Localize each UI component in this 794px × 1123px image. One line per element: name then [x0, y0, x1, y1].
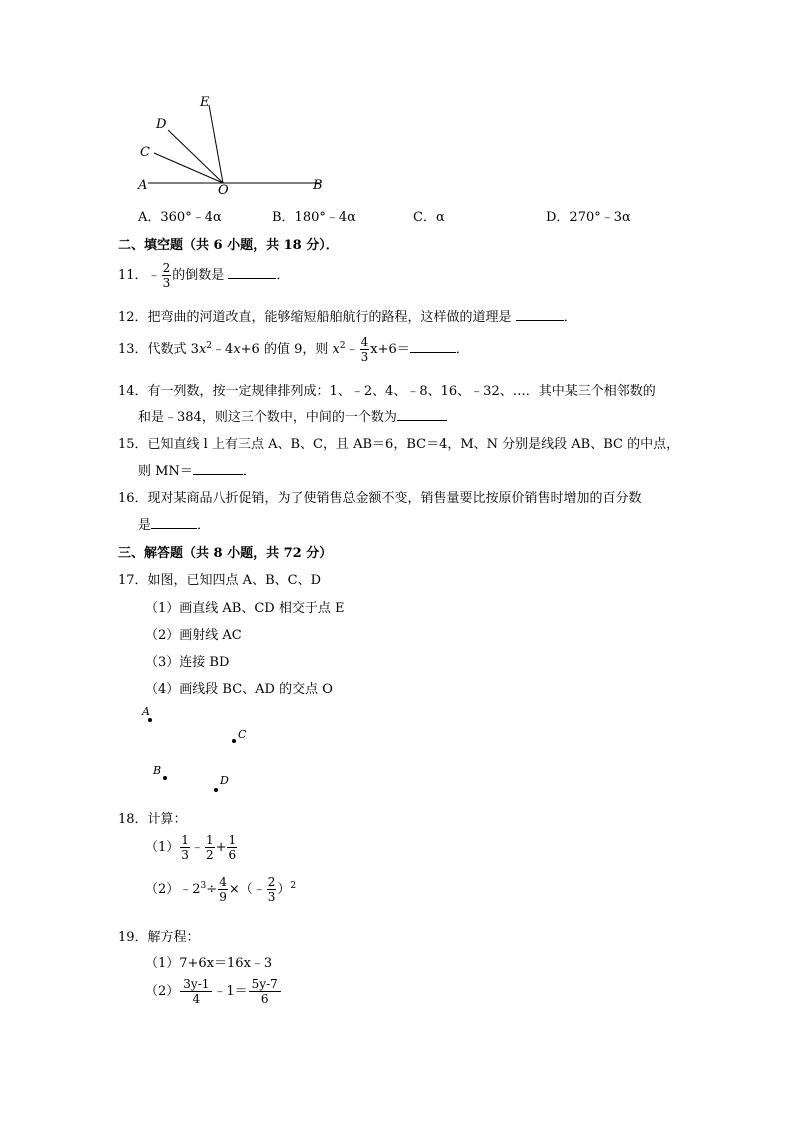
q16-end: ． — [197, 518, 211, 533]
points-figure — [135, 700, 255, 800]
point-C-label: C — [238, 728, 247, 741]
q11-text: 的倒数是 — [172, 268, 225, 283]
q16-line2 — [138, 514, 210, 533]
q13-var-x1: x — [198, 342, 207, 357]
q17-item-4: （4）画线段 BC、AD 的交点 O — [145, 682, 333, 697]
q18-p1-f1-den: 3 — [181, 848, 189, 862]
point-A-label: A — [142, 705, 150, 718]
q16-line1: 16．现对某商品八折促销，为了使销售总金额不变，销售量要比按原价销售时增加的百分数 — [118, 491, 642, 506]
q13-frac-den: 3 — [360, 350, 369, 364]
q11-fraction — [162, 262, 172, 289]
point-D-label: D — [220, 774, 229, 787]
q12-end: ． — [563, 310, 577, 325]
q15-line2 — [138, 460, 256, 479]
q18-part1 — [145, 834, 238, 861]
q18-p1-frac2 — [205, 834, 215, 861]
q13-frac-num: 4 — [360, 335, 369, 349]
q14-line1: 14．有一列数，按一定规律排列成：1、﹣2、4、﹣8、16、﹣32、…．其中某三个相邻数的 — [118, 384, 656, 399]
q16-line2-text: 是 — [138, 518, 152, 533]
q10-option-a: A．360°﹣4α — [138, 210, 222, 225]
q18-p2-exp2: 2 — [290, 881, 297, 891]
q14-line2-text: 和是﹣384，则这三个数中，中间的一个数为 — [138, 410, 397, 425]
q16-answer-blank[interactable] — [151, 527, 197, 529]
q12 — [118, 306, 577, 325]
q13 — [118, 336, 469, 363]
q18-p1-f2-num: 1 — [205, 833, 214, 847]
q18-p2-div: ÷ — [206, 882, 218, 897]
q18-p1-label: （1） — [145, 840, 180, 855]
q13-prefix: 13．代数式 3 — [118, 342, 199, 357]
label-A: A — [138, 178, 148, 193]
q18-p2-times: ×（﹣ — [228, 882, 266, 897]
q14-line2 — [138, 406, 447, 425]
q18-p2-frac2 — [267, 876, 277, 903]
q15-line2-text: 则 MN＝ — [138, 464, 193, 479]
q18-p2-f2-num: 2 — [267, 875, 276, 889]
q18-p1-f2-den: 2 — [205, 848, 214, 862]
q18-p1-op2: + — [215, 840, 227, 855]
q18-p1-f3-num: 1 — [228, 833, 237, 847]
label-B: B — [313, 178, 323, 193]
label-E: E — [200, 95, 210, 110]
q18-p2-exp: 3 — [200, 881, 207, 891]
q13-tail: x+6＝ — [370, 342, 410, 357]
q19-p2-frac1 — [180, 978, 212, 1005]
q12-text: 12．把弯曲的河道改直，能够缩短船舶航行的路程，这样做的道理是 — [118, 310, 512, 325]
q13-var-x3: x — [332, 342, 340, 357]
q18-p1-f1-num: 1 — [181, 833, 189, 847]
section2-title: 二、填空题（共 6 小题，共 18 分）． — [118, 238, 339, 253]
q19-p2-f1-num: 3y-1 — [180, 978, 212, 992]
point-B — [163, 776, 167, 780]
q15-answer-blank[interactable] — [193, 473, 243, 475]
q19-part1: （1）7+6x＝16x﹣3 — [145, 956, 273, 971]
q18-p1-op1: ﹣ — [190, 840, 204, 855]
q18-p2-frac1 — [218, 876, 228, 903]
q17-item-3: （3）连接 BD — [145, 655, 230, 670]
q18-p2-label: （2）﹣2 — [145, 882, 201, 897]
q18-p1-f3-den: 6 — [228, 848, 237, 862]
q18-p2-f1-num: 4 — [219, 875, 227, 889]
point-A — [148, 718, 152, 722]
q11-sign: ﹣ — [147, 268, 161, 283]
q10-option-c: C．α — [413, 210, 445, 225]
q14-answer-blank[interactable] — [397, 419, 447, 421]
q19-p2-f2-den: 6 — [260, 992, 269, 1006]
q18-p2-f2-den: 3 — [267, 890, 276, 904]
q15-line1: 15．已知直线 l 上有三点 A、B、C，且 AB＝6，BC＝4，M、N 分别是线段 AB、BC 的中点， — [118, 437, 680, 452]
q13-exp: 2 — [206, 341, 213, 351]
q11-answer-blank[interactable] — [228, 277, 276, 279]
q19-stem: 19．解方程： — [118, 930, 200, 945]
q18-p2-close: ） — [277, 882, 291, 897]
q13-mid2: +6 的值 9，则 — [240, 342, 333, 357]
q13-answer-blank[interactable] — [410, 351, 456, 353]
q13-end: ． — [455, 342, 469, 357]
q13-mid1: ﹣4 — [212, 342, 234, 357]
q19-p2-mid: ﹣1＝ — [213, 984, 248, 999]
q13-fraction — [360, 336, 370, 363]
point-C — [232, 739, 236, 743]
angle-figure — [130, 90, 340, 195]
q18-p1-frac3 — [227, 834, 237, 861]
q19-p2-frac2 — [249, 978, 281, 1005]
ray-OC — [154, 153, 223, 183]
q13-exp2: 2 — [339, 341, 346, 351]
q13-var-x2: x — [233, 342, 241, 357]
q18-p2-f1-den: 9 — [219, 890, 227, 904]
section3-title: 三、解答题（共 8 小题，共 72 分） — [118, 546, 333, 561]
label-O: O — [218, 183, 229, 195]
q17-stem: 17．如图，已知四点 A、B、C、D — [118, 573, 321, 588]
q10-option-d: D．270°﹣3α — [546, 210, 631, 225]
q11 — [118, 262, 289, 289]
q15-end: ． — [242, 464, 256, 479]
q10-option-b: B．180°﹣4α — [272, 210, 356, 225]
q18-p1-frac1 — [180, 834, 190, 861]
point-B-label: B — [153, 764, 162, 777]
q11-end: ． — [276, 268, 290, 283]
point-D — [214, 788, 218, 792]
q11-frac-num: 2 — [162, 261, 171, 275]
q11-frac-den: 3 — [162, 276, 171, 290]
q17-item-1: （1）画直线 AB、CD 相交于点 E — [145, 601, 345, 616]
q19-p2-f2-num: 5y-7 — [249, 978, 281, 992]
q19-p2-label: （2） — [145, 984, 180, 999]
q12-answer-blank[interactable] — [516, 319, 564, 321]
label-C: C — [140, 145, 150, 160]
q11-number: 11． — [118, 268, 148, 283]
q17-item-2: （2）画射线 AC — [145, 628, 242, 643]
q18-stem: 18．计算： — [118, 812, 187, 827]
q19-part2 — [145, 978, 282, 1005]
q19-p2-f1-den: 4 — [192, 992, 201, 1006]
label-D: D — [156, 117, 167, 132]
q18-part2 — [145, 876, 296, 903]
q13-minus: ﹣ — [345, 342, 359, 357]
